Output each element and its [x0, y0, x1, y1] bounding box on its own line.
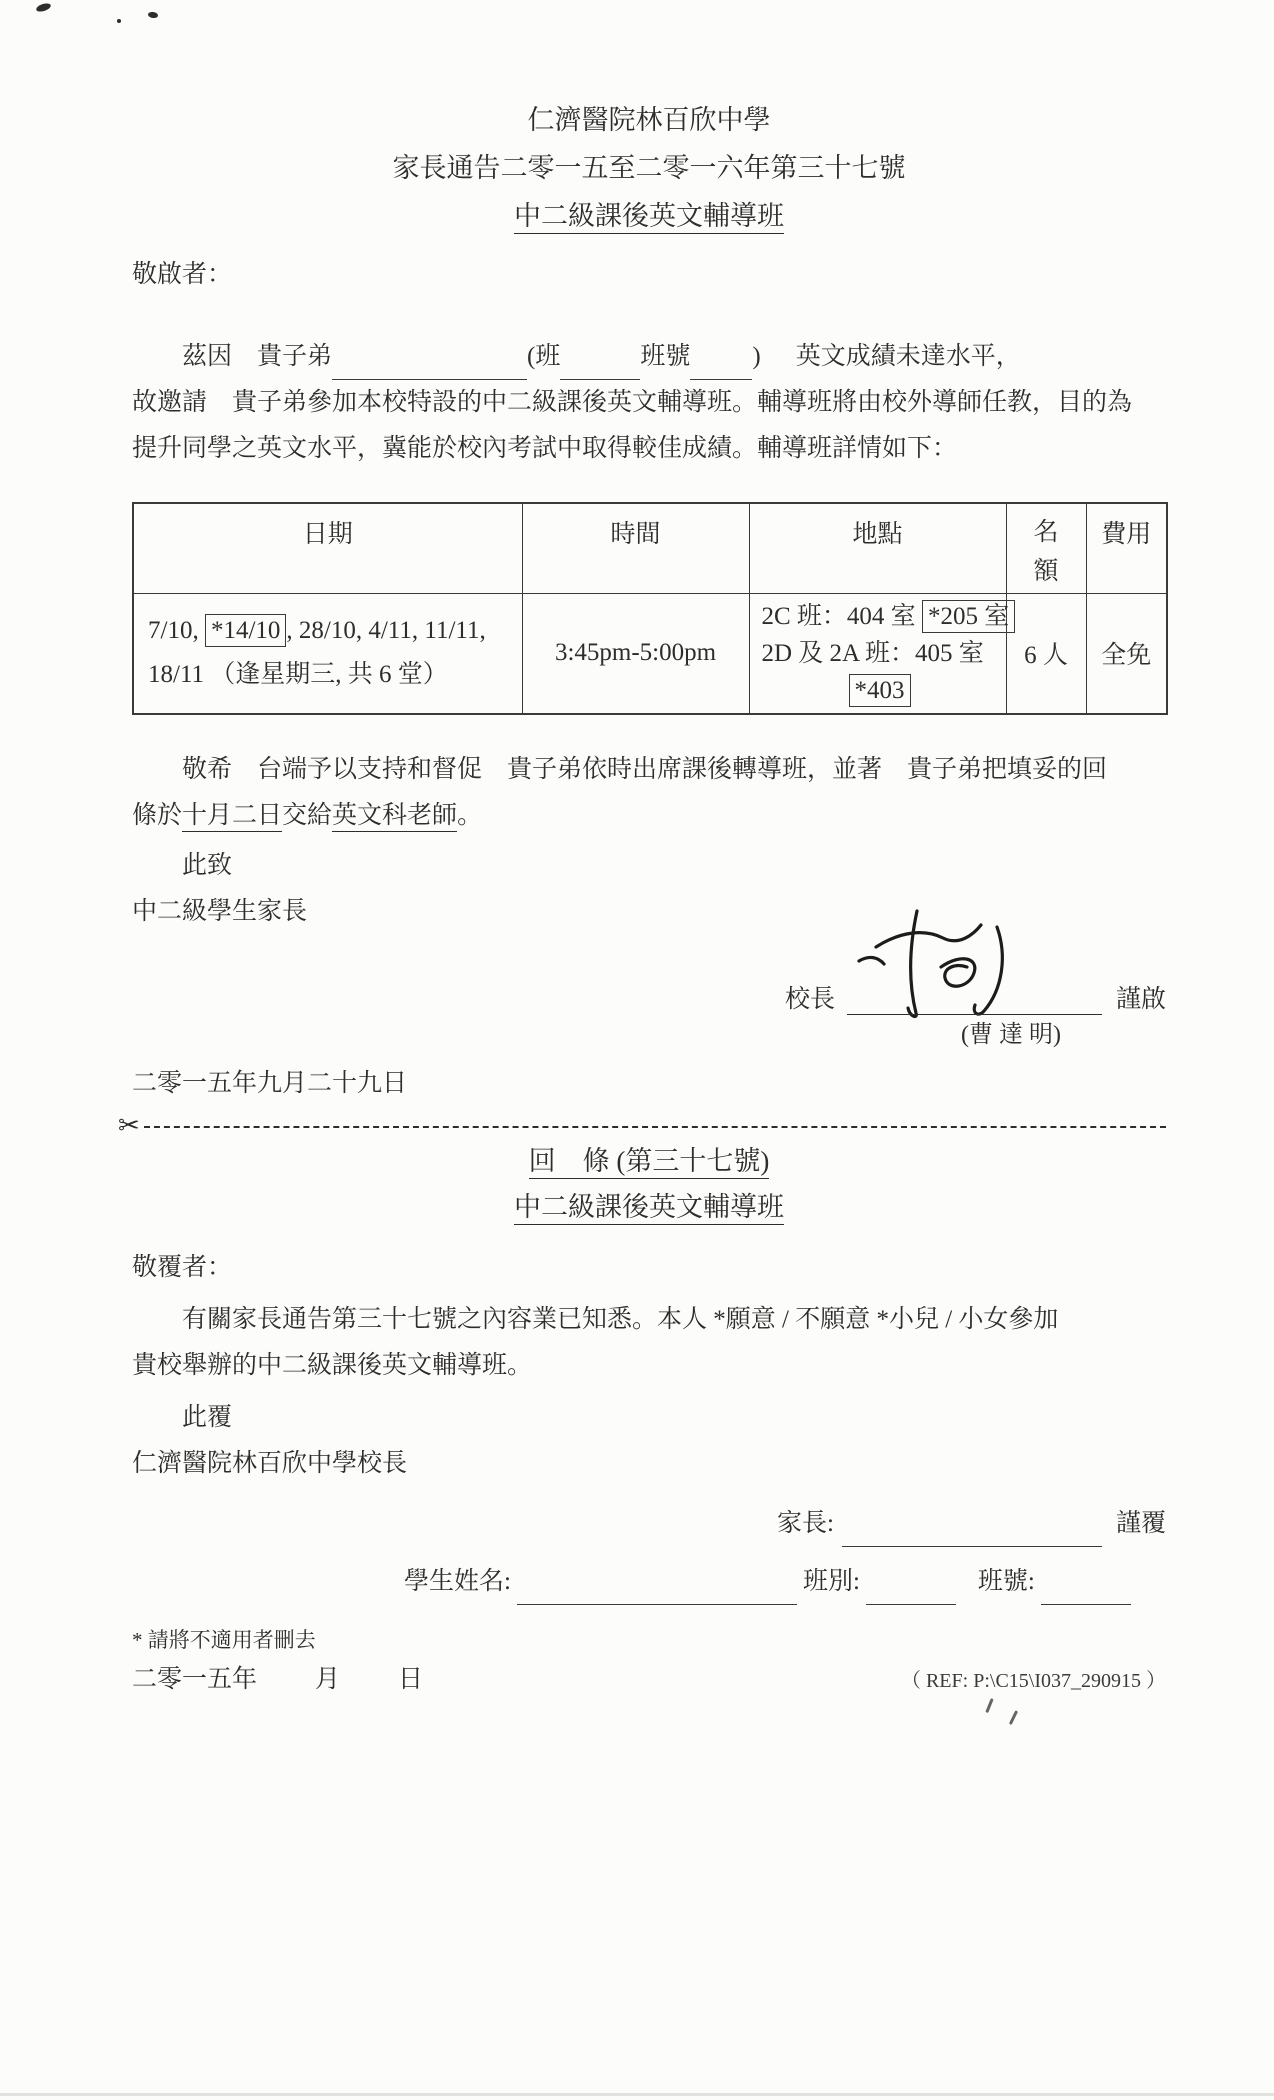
parent-suffix: 謹覆 [1115, 1509, 1166, 1537]
principal-name: (曹 達 明) [961, 1021, 1061, 1048]
footnote: * 請將不適用者刪去 [132, 1627, 316, 1652]
notice-subject-text: 中二級課後英文輔導班 [514, 201, 784, 234]
scissors-icon: ✂ [118, 1110, 140, 1140]
col-header-venue: 地點 [749, 503, 1006, 593]
dashed-line [144, 1126, 1166, 1128]
reply-class-blank [866, 1578, 956, 1605]
cell-fee: 全免 [1086, 593, 1167, 714]
dates-post: , 28/10, 4/11, 11/11, [286, 617, 486, 644]
para2-line1 [132, 747, 1166, 793]
student-info-line [132, 1559, 1166, 1605]
reply-closing [132, 1395, 1166, 1441]
cell-dates [133, 593, 522, 714]
reply-salutation: 敬覆者： [132, 1253, 233, 1281]
col-header-date: 日期 [133, 503, 522, 593]
cell-quota: 6 人 [1006, 593, 1086, 714]
student-name-blank [517, 1578, 797, 1605]
table-row [133, 593, 1167, 714]
addressee: 中二級學生家長 [132, 897, 308, 925]
dates-line1 [148, 609, 512, 653]
dates-line2: 18/11 （逢星期三, 共 6 堂） [148, 661, 448, 688]
para1-line3: 提升同學之英文水平，冀能於校內考試中取得較佳成績。輔導班詳情如下： [132, 435, 958, 462]
reply-addressee: 仁濟醫院林百欣中學校長 [132, 1449, 408, 1477]
cell-venue [749, 593, 1010, 714]
cell-time: 3:45pm-5:00pm [522, 593, 749, 714]
venue-line3 [762, 672, 998, 709]
principal-line [785, 979, 1166, 1015]
reply-class-label: 班別: [802, 1567, 860, 1595]
schedule-table [132, 502, 1168, 715]
closing [132, 843, 1166, 889]
scan-speck [117, 19, 121, 23]
principal-label: 校長 [784, 985, 835, 1013]
para2-text: 敬希 台端予以支持和督促 貴子弟依時出席課後轉導班，並著 貴子弟把填妥的回 [182, 755, 1108, 783]
venue-line2: 2D 及 2A 班：405 室 [761, 639, 984, 667]
document-body [118, 100, 1166, 1704]
scan-speck [148, 11, 159, 18]
boxed-room-403: *403 [849, 674, 911, 707]
parent-signature-line [132, 1501, 1166, 1547]
reply-closing-text: 此覆 [182, 1403, 233, 1431]
deadline-date: 十月二日 [182, 802, 282, 832]
venue-line1 [761, 598, 1010, 635]
reply-date-row [132, 1657, 1166, 1704]
para2-end: 。 [457, 801, 483, 829]
reply-body-line2: 貴校舉辦的中二級課後英文輔導班。 [132, 1351, 533, 1379]
classno-blank [690, 354, 752, 381]
venue-2c: 2C 班：404 室 [761, 602, 916, 630]
closing-text: 此致 [182, 851, 233, 879]
class-blank [560, 354, 640, 381]
school-name: 仁濟醫院林百欣中學 [527, 105, 771, 135]
reply-subtitle-text: 中二級課後英文輔導班 [514, 1192, 784, 1225]
reply-year: 二零一五年 [132, 1665, 258, 1693]
col-header-fee: 費用 [1086, 503, 1167, 593]
parent-signature-blank [842, 1520, 1102, 1547]
pen-mark [1009, 1710, 1018, 1725]
boxed-date: *14/10 [205, 614, 286, 647]
student-name-label: 學生姓名: [404, 1567, 511, 1595]
para1-line2: 故邀請 貴子弟參加本校特設的中二級課後英文輔導班。輔導班將由校外導師任教，目的為 [132, 389, 1133, 416]
classno-label: 班號 [640, 343, 691, 370]
paren-close: ) [752, 343, 761, 370]
col-header-quota [1006, 503, 1086, 593]
reply-month: 月 [315, 1665, 341, 1693]
reply-classno-blank [1041, 1578, 1131, 1605]
para1-lead: 茲因 貴子弟 [182, 343, 333, 370]
notice-subject [132, 196, 1166, 236]
salutation: 敬啟者： [132, 261, 233, 288]
scan-edge-artifact [0, 2093, 1274, 2096]
ref-note: （ REF: P:\C15\I037_290915 ） [900, 1669, 1166, 1692]
dates-pre: 7/10, [148, 617, 199, 644]
col-header-quota-text: 名額 [1033, 519, 1059, 585]
signature-blank [847, 989, 1102, 1015]
reply-date [132, 1657, 423, 1703]
reply-day: 日 [398, 1665, 424, 1693]
parent-label: 家長: [777, 1509, 834, 1537]
notice-number: 家長通告二零一五至二零一六年第三十七號 [392, 153, 906, 183]
boxed-room-205: *205 室 [922, 600, 1015, 633]
reply-body-text1: 有關家長通告第三十七號之內容業已知悉。本人 *願意 / 不願意 *小兒 / 小女參加 [182, 1305, 1059, 1333]
class-label: (班 [527, 343, 561, 370]
signature-row [132, 959, 1166, 1015]
para1-result: 英文成績未達水平， [795, 343, 1021, 370]
para2-mid: 交給 [282, 801, 333, 829]
reply-title-text: 回 條 (第三十七號) [529, 1146, 770, 1179]
scan-speck [35, 2, 51, 13]
table-header-row [133, 503, 1167, 593]
student-name-blank [332, 354, 527, 381]
para1-line1 [132, 334, 1166, 380]
para2-line2 [132, 793, 1166, 839]
col-header-time: 時間 [522, 503, 749, 593]
reply-classno-label: 班號: [977, 1567, 1035, 1595]
cut-line [118, 1110, 1166, 1141]
para2-pre: 條於 [132, 801, 183, 829]
reply-body-line1 [132, 1297, 1166, 1343]
teacher-label: 英文科老師 [332, 802, 457, 832]
principal-suffix: 謹啟 [1115, 985, 1166, 1013]
reply-subtitle [132, 1187, 1166, 1227]
issue-date: 二零一五年九月二十九日 [132, 1069, 408, 1097]
reply-title [132, 1141, 1166, 1181]
